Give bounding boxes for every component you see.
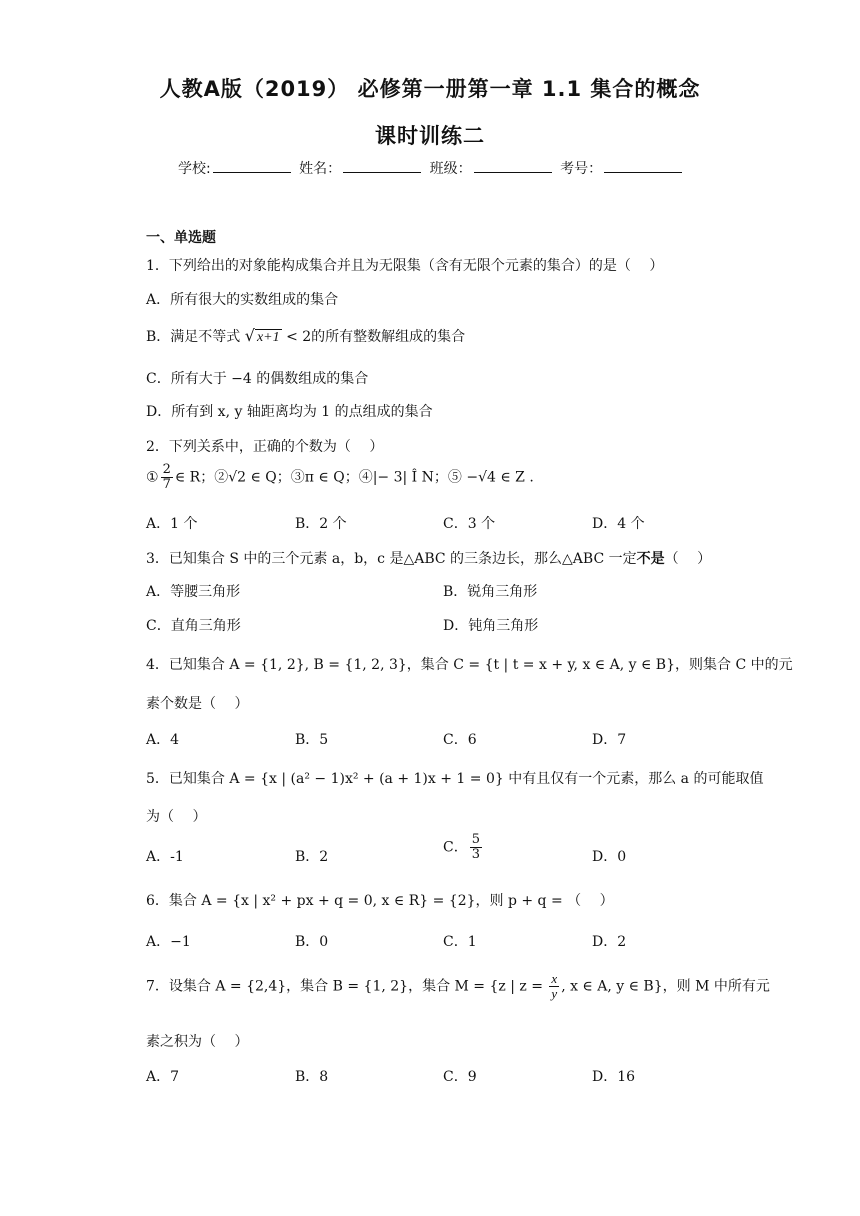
q7-option-d: D．16: [592, 1069, 636, 1085]
class-blank[interactable]: [474, 160, 552, 173]
q5-option-b: B．2: [295, 849, 329, 865]
q7-fraction: [549, 972, 559, 1001]
q2-option-a: A．1 个: [146, 516, 198, 532]
q6-option-d: D．2: [592, 934, 627, 950]
q7-option-a: A．7: [146, 1069, 180, 1085]
question-5-stem-line1: 5．已知集合 A = {x | (a² − 1)x² + (a + 1)x + 1 = 0} 中有且仅有一个元素，那么 a 的可能取值: [146, 771, 764, 787]
q2-fraction: [161, 463, 173, 492]
q5-frac-num: 5: [471, 832, 480, 847]
question-4-stem-line1: 4．已知集合 A = {1, 2}, B = {1, 2, 3}，集合 C = {t | t = x + y, x ∈ A, y ∈ B}，则集合 C 中的元: [146, 657, 793, 673]
q3-option-d: D．钝角三角形: [443, 618, 539, 634]
q7-frac-den: y: [551, 986, 558, 1001]
document-subtitle: 课时训练二: [375, 124, 485, 148]
q1-option-b: B．满足不等式 √ x+1 < 2的所有整数解组成的集合: [146, 326, 466, 345]
name-label: 姓名：: [299, 161, 342, 177]
q6-option-b: B．0: [295, 934, 329, 950]
q7-frac-num: x: [551, 971, 558, 986]
q2-relations: [146, 463, 534, 492]
question-6-stem: 6．集合 A = {x | x² + px + q = 0, x ∈ R} = {2}，则 p + q = （ ）: [146, 893, 614, 909]
q2-lead-number: ①: [146, 469, 159, 486]
exam-no-blank[interactable]: [604, 160, 682, 173]
class-label: 班级：: [429, 161, 472, 177]
q4-option-b: B．5: [295, 732, 329, 748]
q7-stem-main: 7．设集合 A = {2,4}，集合 B = {1, 2}，集合 M = {z | z =: [146, 978, 548, 995]
q1-option-a: A．所有很大的实数组成的集合: [146, 292, 339, 308]
q5-option-a: A．-1: [146, 849, 184, 865]
q7-option-b: B．8: [295, 1069, 329, 1085]
q3-option-c: C．直角三角形: [146, 618, 241, 634]
school-label: 学校:: [178, 161, 211, 177]
document-title: 人教A版（2019） 必修第一册第一章 1.1 集合的概念: [159, 77, 701, 101]
question-7-stem-line2: 素之积为（ ）: [146, 1034, 249, 1050]
exam-no-label: 考号：: [560, 161, 603, 177]
q1-option-c: C．所有大于 −4 的偶数组成的集合: [146, 371, 369, 387]
q4-option-a: A．4: [146, 732, 180, 748]
q2-option-c: C．3 个: [443, 516, 496, 532]
q1-option-d: D．所有到 x, y 轴距离均为 1 的点组成的集合: [146, 404, 433, 420]
question-5-stem-line2: 为（ ）: [146, 809, 207, 825]
q4-option-c: C．6: [443, 732, 477, 748]
q7-option-c: C．9: [443, 1069, 477, 1085]
q3-stem-end: （ ）: [664, 551, 712, 567]
q3-option-b: B．锐角三角形: [443, 584, 538, 600]
school-blank[interactable]: [213, 160, 291, 173]
q6-option-c: C．1: [443, 934, 477, 950]
student-info-line: [178, 158, 686, 178]
q1-sqrt-expression: x+1: [256, 330, 280, 345]
question-2-stem: 2．下列关系中，正确的个数为（ ）: [146, 439, 384, 455]
q2-option-d: D．4 个: [592, 516, 645, 532]
q2-option-b: B．2 个: [295, 516, 347, 532]
q3-stem-emphasis: 不是: [636, 551, 665, 567]
question-3-stem: [146, 548, 711, 568]
q3-stem-main: 3．已知集合 S 中的三个元素 a，b，c 是△ABC 的三条边长，那么△ABC 一定: [146, 551, 637, 567]
name-blank[interactable]: [343, 160, 421, 173]
question-4-stem-line2: 素个数是（ ）: [146, 696, 249, 712]
q5-option-c-label: C．: [443, 839, 468, 856]
q3-option-a: A．等腰三角形: [146, 584, 241, 600]
q2-frac-num: 2: [162, 462, 171, 477]
section-heading: 一、单选题: [146, 230, 216, 246]
q1-option-b-prefix: B．满足不等式: [146, 329, 241, 345]
q4-option-d: D．7: [592, 732, 627, 748]
q2-relations-text: ∈ R；②√2 ∈ Q；③π ∈ Q；④|− 3| Î N；⑤ −√4 ∈ Z .: [174, 469, 534, 486]
q5-frac-den: 3: [471, 847, 480, 862]
q5-option-c: [443, 833, 484, 862]
q2-frac-den: 7: [162, 477, 171, 492]
q6-option-a: A．−1: [146, 934, 191, 950]
question-1-stem: 1．下列给出的对象能构成集合并且为无限集（含有无限个元素的集合）的是（ ）: [146, 258, 664, 274]
q5-fraction: [470, 833, 482, 862]
q1-option-b-suffix: < 2的所有整数解组成的集合: [286, 329, 466, 345]
q7-stem-end: , x ∈ A, y ∈ B}，则 M 中所有元: [561, 978, 770, 995]
question-7-stem-line1: [146, 972, 770, 1001]
q5-option-d: D．0: [592, 849, 627, 865]
